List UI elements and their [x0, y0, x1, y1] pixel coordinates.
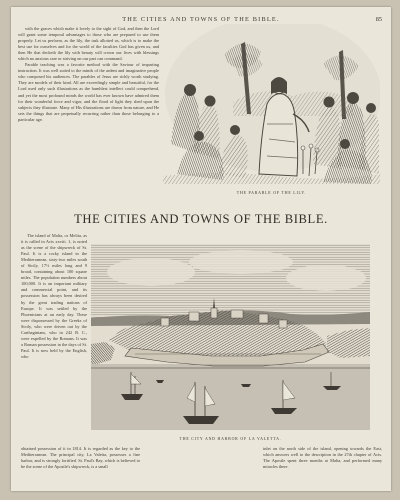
malta-paragraph: The island of Malta, or Melita, as it is called in Acts xxviii. 1, is noted as the scene of the shipwreck of St. Paul. It is a rocky island in the Mediterranean, sixty-two miles south of Sicily, 17½ miles long and 9 broad, containing about 100 square miles. The population numbers about 100,000. It is an important military and commercial point, and its possession has always been desired by the great trading nations of Europe. It was settled by the Phoenicians at an early day. These were dispossessed by the Greeks of Sicily, who were driven out by the Carthaginians, who in 242 B. C., were expelled by the Romans. It was a Roman possession in the days of St. Paul. It is now held by the English, who [21, 233, 87, 359]
bottom-left-column [21, 446, 140, 470]
malta-text-column [21, 233, 87, 360]
parable-caption: THE PARABLE OF THE LILY. [236, 191, 307, 195]
bottom-right-column [263, 446, 382, 470]
harbor-caption: THE CITY AND HARBOR OF LA VALETTA. [179, 437, 282, 441]
section-title: THE CITIES AND TOWNS OF THE BIBLE. [74, 212, 328, 226]
book-page [11, 7, 391, 491]
parable-paragraph-2: Parable teaching was a favorite method with the Saviour of imparting instruction. It was well suited to the minds of the ardent and imaginative people who composed his audiences. The parables of Jesus are richly worth studying. They are models of their kind. All are exceedingly simple and beautiful, for the Lord used only such illustrations as the humblest intellect could comprehend, and yet the most profound minds the world has ever known have admired them for their wonderful force and vigor, and the flood of light they shed upon the subjects they illustrate. Many of His illustrations are drawn from nature, and He sets the things that are perpetually recurring rather than those belonging to a particular age. [18, 62, 159, 122]
bottom-left-paragraph: obtained possession of it in 1814. It is regarded as the key to the Mediterranean. The principal city, La Valetta, possesses a fine harbor, and is strongly fortified. St. Paul's Bay, which is believed to be the scene of the Apostle's shipwreck, is a small [21, 446, 140, 470]
bottom-right-paragraph: inlet on the north side of the island, opening towards the East, which answers well to the description in the 27th chapter of Acts. The Apostle spent three months at Malta, and performed many miracles there. [263, 446, 382, 470]
parable-of-the-lily-engraving [163, 24, 380, 184]
parable-paragraph-1: with the graces which make it lovely to the sight of God, and then the Lord will grant some temporal advantages to those who are prepared to use them properly. Let us perform, as the lily, the task allotted us, which is to make the best use for ourselves and for the world of the faculties God has given us, and then He that decketh the lily with beauty will crown our lives with blessings which no anxious care or striving on our part can command. [18, 26, 159, 62]
running-title: THE CITIES AND TOWNS OF THE BIBLE. [122, 16, 280, 23]
city-and-harbor-of-la-valetta-engraving [91, 244, 370, 430]
parable-text-column [18, 26, 159, 123]
page-number: 85 [375, 16, 382, 23]
